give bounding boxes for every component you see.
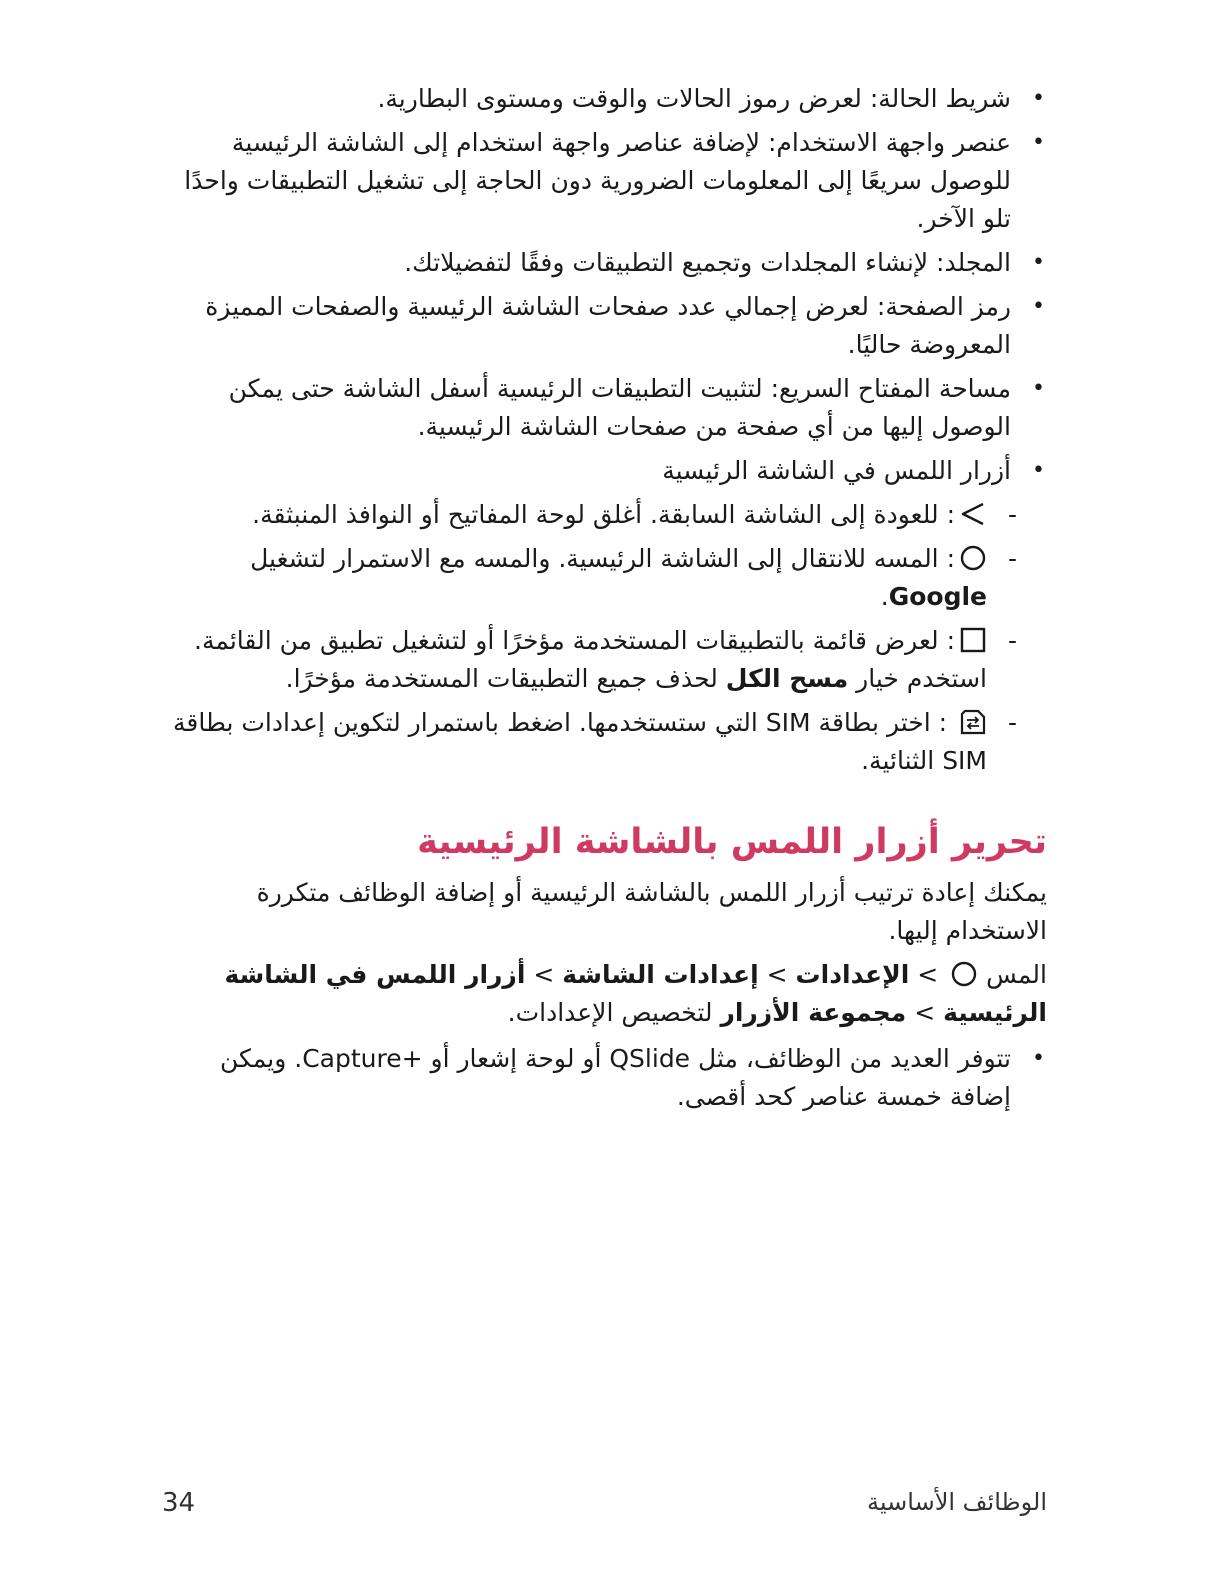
google-brand: Google	[888, 582, 987, 611]
bullet-icon: •	[1032, 250, 1045, 275]
dash-marker: -	[1007, 708, 1017, 737]
bullet-icon: •	[1032, 130, 1045, 155]
dash-marker: -	[1007, 500, 1017, 529]
bullet-icon: •	[1032, 86, 1045, 111]
bullet-icon: •	[1032, 294, 1045, 319]
touch-buttons-list	[172, 496, 1047, 780]
section-heading: تحرير أزرار اللمس بالشاشة الرئيسية	[417, 822, 1047, 862]
list-item: • شريط الحالة: لعرض رموز الحالات والوقت ومستوى البطارية.	[172, 80, 1047, 118]
note-list	[172, 1040, 1047, 1116]
footer-section-name: الوظائف الأساسية	[867, 1488, 1047, 1516]
list-item: • أزرار اللمس في الشاشة الرئيسية	[172, 452, 1047, 490]
bullet-icon: •	[1032, 376, 1045, 401]
step-display: إعدادات الشاشة	[562, 960, 759, 989]
list-item: • المجلد: لإنشاء المجلدات وتجميع التطبيقات وفقًا لتفضيلاتك.	[172, 244, 1047, 282]
bullet-icon: •	[1032, 458, 1045, 483]
back-triangle-icon	[959, 500, 987, 528]
list-item: • رمز الصفحة: لعرض إجمالي عدد صفحات الشاشة الرئيسية والصفحات المميزة المعروضة حاليًا.	[172, 288, 1047, 364]
settings-steps: المس > الإعدادات > إعدادات الشاشة > أزرار اللمس في الشاشة الرئيسية > مجموعة الأزرار لتخصيص الإعدادات.	[224, 960, 1047, 1027]
list-item: • عنصر واجهة الاستخدام: لإضافة عناصر واجهة استخدام إلى الشاشة الرئيسية للوصول سريعًا إلى المعلومات الضرورية دون الحاجة إلى تشغيل التطبيقات واحدًا تلو الآخر.	[172, 124, 1047, 238]
feature-list	[172, 80, 1047, 490]
step-button-combination: مجموعة الأزرار	[720, 998, 907, 1027]
sub-item-sim: - : اختر بطاقة SIM التي ستستخدمها. اضغط باستمرار لتكوين إعدادات بطاقة SIM الثنائية.	[172, 704, 1047, 780]
sub-item-back: - : للعودة إلى الشاشة السابقة. أغلق لوحة المفاتيح أو النوافذ المنبثقة.	[172, 496, 1047, 534]
section-intro: يمكنك إعادة ترتيب أزرار اللمس بالشاشة الرئيسية أو إضافة الوظائف متكررة الاستخدام إليها.	[256, 878, 1047, 945]
page-content	[172, 80, 1047, 1122]
dash-marker: -	[1007, 544, 1017, 573]
clear-all-option: مسح الكل	[725, 664, 849, 693]
dash-marker: -	[1007, 626, 1017, 655]
step-home-touch-buttons: أزرار اللمس في الشاشة الرئيسية	[224, 960, 1047, 1027]
home-circle-icon	[959, 544, 987, 572]
sub-item-overview: - : لعرض قائمة بالتطبيقات المستخدمة مؤخرًا أو لتشغيل تطبيق من القائمة. استخدم خيار مسح الكل لحذف جميع التطبيقات المستخدمة مؤخرًا.	[172, 622, 1047, 698]
step-settings: الإعدادات	[795, 960, 910, 989]
bullet-icon: •	[1032, 1046, 1045, 1071]
home-circle-icon	[950, 960, 978, 988]
list-item: • تتوفر العديد من الوظائف، مثل QSlide أو لوحة إشعار أو +Capture. ويمكن إضافة خمسة عناصر كحد أقصى.	[172, 1040, 1047, 1116]
page-number: 34	[162, 1488, 196, 1518]
list-item: • مساحة المفتاح السريع: لتثبيت التطبيقات الرئيسية أسفل الشاشة حتى يمكن الوصول إليها من أي صفحة من صفحات الشاشة الرئيسية.	[172, 370, 1047, 446]
sim-switch-icon	[959, 708, 987, 736]
sub-item-home: - : المسه للانتقال إلى الشاشة الرئيسية. والمسه مع الاستمرار لتشغيل Google.	[172, 540, 1047, 616]
overview-square-icon	[959, 626, 987, 654]
